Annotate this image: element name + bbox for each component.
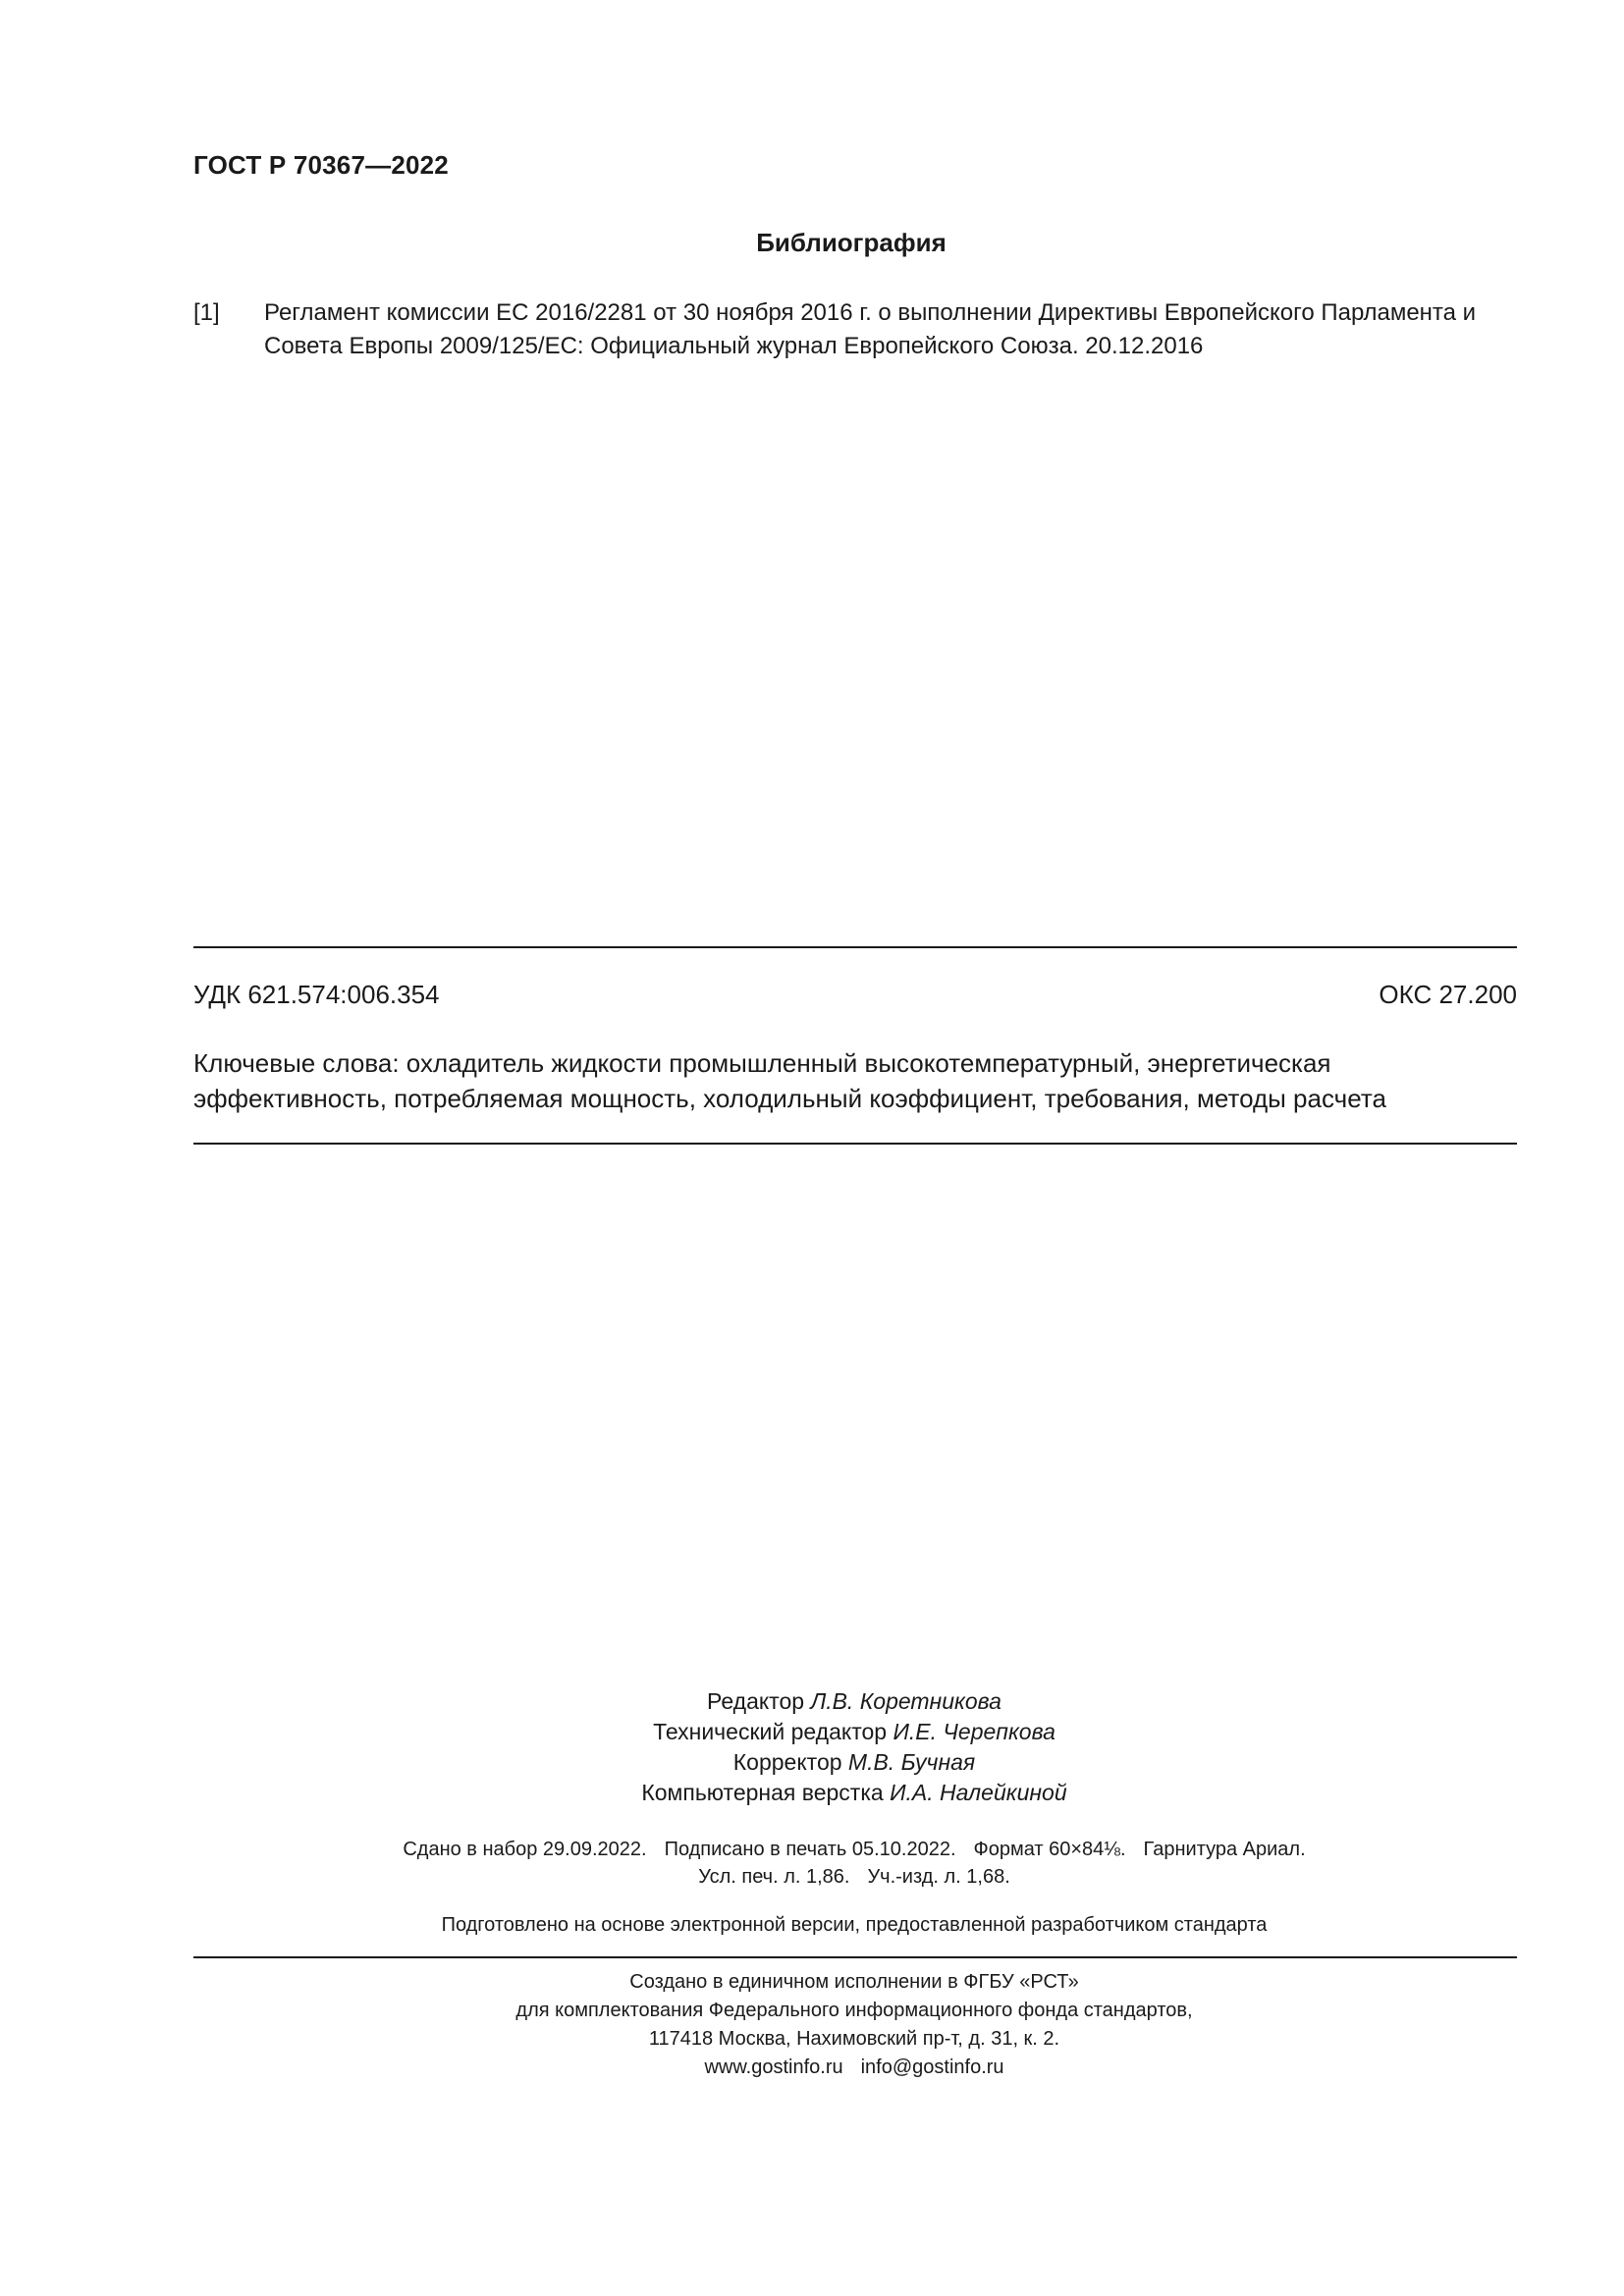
oks-code: ОКС 27.200 bbox=[1379, 980, 1517, 1009]
divider-top bbox=[193, 946, 1517, 948]
email-link[interactable]: info@gostinfo.ru bbox=[860, 2056, 1004, 2078]
created-note bbox=[0, 1968, 1624, 2082]
print-info bbox=[0, 1836, 1624, 1891]
bibliography-entry-text: Регламент комиссии ЕС 2016/2281 от 30 ноября 2016 г. о выполнении Директивы Европейского Парламента и Совета Европы 2009/125/ЕС: Официальный журнал Европейского Союза. 20.12.2016 bbox=[264, 299, 1477, 359]
print-publisher-sheets: Уч.-изд. л. 1,68. bbox=[867, 1866, 1010, 1888]
created-line-1: Создано в единичном исполнении в ФГБУ «РСТ» bbox=[629, 1971, 1079, 1993]
credit-layout bbox=[0, 1778, 1624, 1808]
credit-role: Корректор bbox=[732, 1749, 842, 1775]
credit-person: И.А. Налейкиной bbox=[890, 1780, 1067, 1805]
divider-middle bbox=[193, 1143, 1517, 1145]
udk-code: УДК 621.574:006.354 bbox=[193, 980, 440, 1009]
print-signed: Подписано в печать 05.10.2022. bbox=[664, 1839, 956, 1860]
print-typeface: Гарнитура Ариал. bbox=[1143, 1839, 1306, 1860]
credit-editor bbox=[0, 1686, 1624, 1717]
bibliography-entry bbox=[193, 296, 1517, 363]
divider-bottom bbox=[193, 1956, 1517, 1958]
credit-corrector bbox=[0, 1747, 1624, 1778]
standard-code: ГОСТ Р 70367—2022 bbox=[193, 150, 449, 180]
credit-person: М.В. Бучная bbox=[847, 1749, 976, 1775]
keywords-text: Ключевые слова: охладитель жидкости промышленный высокотемпературный, энергетическая эффективность, потребляемая мощность, холодильный коэффициент, требования, методы расчета bbox=[193, 1048, 1386, 1113]
website-link[interactable]: www.gostinfo.ru bbox=[704, 2056, 843, 2078]
bibliography-entry-number: [1] bbox=[193, 299, 220, 326]
credit-person: И.Е. Черепкова bbox=[893, 1719, 1056, 1744]
print-info-line-2 bbox=[0, 1863, 1624, 1891]
credit-role: Редактор bbox=[707, 1688, 805, 1714]
credit-role: Технический редактор bbox=[653, 1719, 888, 1744]
credit-technical-editor bbox=[0, 1717, 1624, 1747]
print-info-line-1 bbox=[0, 1836, 1624, 1863]
created-line-3: 117418 Москва, Нахимовский пр-т, д. 31, к. 2. bbox=[648, 2028, 1060, 2050]
credits-block bbox=[0, 1686, 1624, 1808]
print-submitted: Сдано в набор 29.09.2022. bbox=[403, 1839, 647, 1860]
print-printed-sheets: Усл. печ. л. 1,86. bbox=[698, 1866, 850, 1888]
credit-role: Компьютерная верстка bbox=[641, 1780, 884, 1805]
print-format: Формат 60×84⅛. bbox=[973, 1839, 1126, 1860]
created-line-2: для комплектования Федерального информационного фонда стандартов, bbox=[515, 2000, 1193, 2021]
credit-person: Л.В. Коретникова bbox=[810, 1688, 1001, 1714]
bibliography-heading: Библиография bbox=[756, 228, 947, 257]
created-contacts bbox=[0, 2054, 1624, 2082]
prepared-note: Подготовлено на основе электронной версии, предоставленной разработчиком стандарта bbox=[441, 1914, 1268, 1936]
